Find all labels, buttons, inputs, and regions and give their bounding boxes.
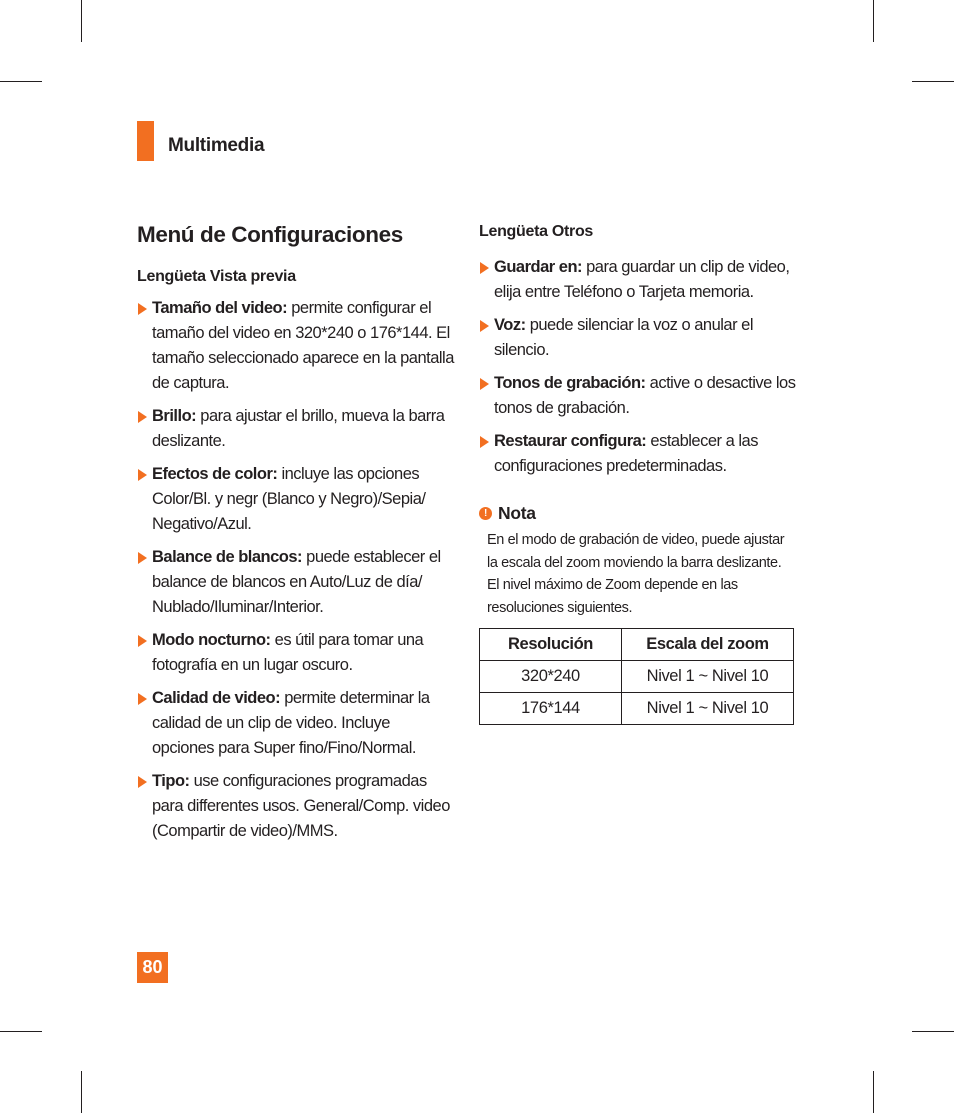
column-header: Escala del zoom [622, 629, 794, 661]
note-title: Nota [498, 502, 536, 523]
list-item [137, 628, 455, 678]
item-description: permite configurar el tamaño del video en 320*240 o 176*144. El tamaño seleccionado aparece en la pantalla de captura. [152, 299, 454, 392]
item-description: para ajustar el brillo, mueva la barra deslizante. [152, 407, 445, 450]
list-item [137, 545, 455, 620]
item-term: Guardar en: [494, 258, 583, 276]
section-marker [137, 121, 154, 161]
item-description: puede silenciar la voz o anular el silencio. [494, 316, 754, 359]
item-term: Tonos de grabación: [494, 374, 646, 392]
table-cell: 320*240 [480, 661, 622, 693]
item-description: es útil para tomar una fotografía en un lugar oscuro. [152, 631, 424, 674]
list-item [137, 462, 455, 537]
left-column [137, 221, 455, 852]
item-description: puede establecer el balance de blancos en Auto/Luz de día/ Nublado/Iluminar/Interior. [152, 548, 441, 616]
item-description: para guardar un clip de video, elija entre Teléfono o Tarjeta memoria. [494, 258, 790, 301]
item-term: Modo nocturno: [152, 631, 271, 649]
item-term: Balance de blancos: [152, 548, 303, 566]
item-description: active o desactive los tonos de grabación. [494, 374, 796, 417]
table-cell: 176*144 [480, 693, 622, 725]
crop-mark [912, 1031, 954, 1032]
right-column [479, 221, 797, 725]
crop-mark [873, 0, 874, 42]
item-term: Restaurar configura: [494, 432, 647, 450]
bullet-arrow-icon [138, 469, 147, 481]
list-item [137, 769, 455, 844]
preview-settings-list [137, 296, 455, 844]
warning-icon: ! [479, 507, 492, 520]
bullet-arrow-icon [480, 378, 489, 390]
list-item [479, 255, 797, 305]
crop-mark [81, 1071, 82, 1113]
other-tab-heading: Lengüeta Otros [479, 223, 594, 240]
list-item [479, 429, 797, 479]
other-settings-list [479, 255, 797, 479]
bullet-arrow-icon [138, 552, 147, 564]
bullet-arrow-icon [138, 693, 147, 705]
item-description: permite determinar la calidad de un clip de video. Incluye opciones para Super fino/Fino/Normal. [152, 689, 430, 757]
item-description: use configuraciones programadas para differentes usos. General/Comp. video (Compartir de video)/MMS. [152, 772, 450, 840]
page-number: 80 [137, 952, 168, 983]
item-term: Brillo: [152, 407, 197, 425]
item-term: Voz: [494, 316, 526, 334]
preview-tab-heading: Lengüeta Vista previa [137, 268, 296, 285]
list-item [479, 313, 797, 363]
crop-mark [81, 0, 82, 42]
item-term: Calidad de video: [152, 689, 281, 707]
page-title: Menú de Configuraciones [137, 222, 403, 247]
note-heading [479, 501, 797, 525]
note-text: En el modo de grabación de video, puede ajustar la escala del zoom moviendo la barra deslizante. El nivel máximo de Zoom depende en las resoluciones siguientes. [487, 532, 785, 616]
zoom-table [479, 628, 794, 725]
list-item [479, 371, 797, 421]
item-description: incluye las opciones Color/Bl. y negr (Blanco y Negro)/Sepia/ Negativo/Azul. [152, 465, 426, 533]
list-item [137, 686, 455, 761]
table-header-row [480, 629, 794, 661]
column-header: Resolución [480, 629, 622, 661]
table-row [480, 661, 794, 693]
item-term: Tamaño del video: [152, 299, 288, 317]
table-row [480, 693, 794, 725]
crop-mark [0, 81, 42, 82]
item-term: Efectos de color: [152, 465, 278, 483]
crop-mark [912, 81, 954, 82]
bullet-arrow-icon [138, 635, 147, 647]
bullet-arrow-icon [138, 411, 147, 423]
bullet-arrow-icon [480, 320, 489, 332]
list-item [137, 404, 455, 454]
bullet-arrow-icon [138, 776, 147, 788]
table-cell: Nivel 1 ~ Nivel 10 [622, 661, 794, 693]
section-title: Multimedia [168, 135, 265, 156]
item-term: Tipo: [152, 772, 190, 790]
bullet-arrow-icon [138, 303, 147, 315]
item-description: establecer a las configuraciones predeterminadas. [494, 432, 758, 475]
bullet-arrow-icon [480, 436, 489, 448]
table-cell: Nivel 1 ~ Nivel 10 [622, 693, 794, 725]
bullet-arrow-icon [480, 262, 489, 274]
list-item [137, 296, 455, 396]
crop-mark [0, 1031, 42, 1032]
crop-mark [873, 1071, 874, 1113]
